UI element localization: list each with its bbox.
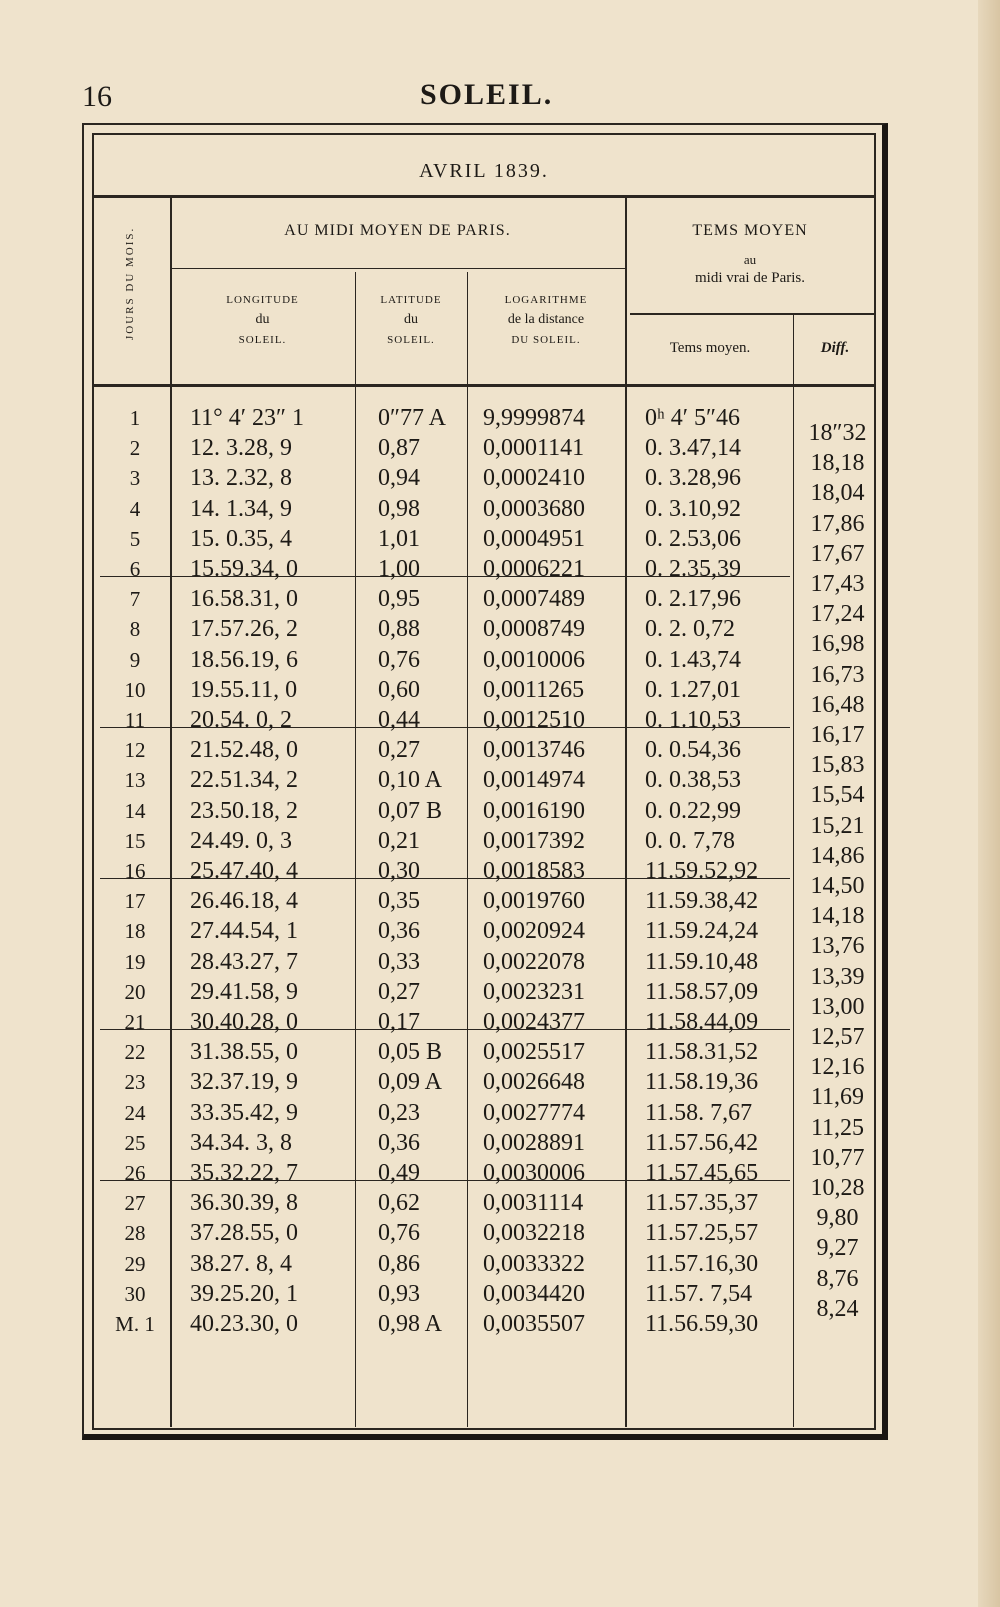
cell-tm: 11.57.35,37	[645, 1190, 759, 1217]
table-row	[100, 524, 800, 554]
cell-log: 0,0032218	[483, 1220, 585, 1247]
cell-day: 11	[124, 708, 146, 732]
cell-lon: 39.25.20, 1	[190, 1280, 298, 1307]
cell-lon: 15.59.34, 0	[190, 556, 298, 582]
cell-tm: 0. 1.43,74	[645, 646, 741, 673]
cell-tm: 0. 2.35,39	[645, 556, 741, 582]
diff-value: 18,18	[810, 450, 865, 477]
diff-value: 16,17	[810, 722, 865, 748]
cell-lon: 36.30.39, 8	[190, 1190, 298, 1217]
cell-log: 0,0016190	[483, 797, 585, 824]
table-row	[100, 403, 800, 433]
diff-value: 15,21	[810, 812, 865, 839]
cell-tm: 11.58.57,09	[645, 978, 759, 1005]
cell-lon: 27.44.54, 1	[190, 918, 298, 945]
cell-lat: 0,86	[378, 1250, 420, 1277]
cell-tm: 11.58.31,52	[645, 1039, 759, 1066]
midi-sub-rule	[170, 268, 625, 269]
cell-tm: 0. 2. 0,72	[645, 616, 735, 643]
cell-lon: 14. 1.34, 9	[190, 495, 292, 522]
cell-log: 0,0033322	[483, 1250, 585, 1277]
cell-day: 14	[124, 798, 146, 823]
cell-log: 9,9999874	[483, 405, 585, 431]
cell-day: 3	[129, 466, 141, 491]
cell-lat: 0,88	[378, 616, 420, 643]
cell-lon: 30.40.28, 0	[190, 1009, 298, 1035]
diff-value: 13,76	[810, 933, 865, 960]
cell-lon: 35.32.22, 7	[190, 1160, 298, 1186]
cell-day: 7	[129, 587, 141, 612]
cell-day: 24	[124, 1100, 146, 1125]
cell-lon: 22.51.34, 2	[190, 767, 298, 794]
diff-value: 13,00	[810, 993, 865, 1020]
cell-lon: 32.37.19, 9	[190, 1069, 298, 1096]
diff-value: 11,69	[810, 1084, 865, 1111]
diff-value: 14,18	[810, 903, 865, 930]
diff-value: 11,25	[810, 1114, 865, 1141]
cell-log: 0,0022078	[483, 948, 585, 975]
diff-value: 17,67	[810, 540, 865, 567]
cell-lon: 24.49. 0, 3	[190, 827, 292, 854]
diff-value: 10,28	[810, 1175, 865, 1201]
cell-lat: 0,30	[378, 858, 420, 884]
table-row	[100, 645, 800, 675]
cell-log: 0,0008749	[483, 616, 585, 643]
cell-day: 21	[124, 1010, 146, 1034]
diff-value: 16,73	[810, 661, 865, 688]
diff-value: 15,83	[810, 752, 865, 779]
table-row	[100, 886, 800, 916]
header-jours: JOURS DU MOIS.	[124, 226, 136, 340]
cell-lon: 15. 0.35, 4	[190, 525, 292, 552]
cell-lon: 31.38.55, 0	[190, 1039, 298, 1066]
cell-log: 0,0014974	[483, 767, 585, 794]
cell-lat: 0,60	[378, 676, 420, 703]
table-row	[100, 1309, 800, 1339]
cell-tm: 0ʰ 4′ 5″46	[645, 405, 740, 431]
header-diff: Diff.	[820, 340, 850, 356]
cell-tm: 0. 1.27,01	[645, 676, 741, 703]
cell-tm: 0. 0.54,36	[645, 737, 741, 764]
cell-tm: 11.58.19,36	[645, 1069, 759, 1096]
cell-tm: 0. 0.22,99	[645, 797, 741, 824]
table-row	[100, 765, 800, 795]
table-row	[100, 977, 800, 1007]
cell-log: 0,0020924	[483, 918, 585, 945]
cell-lat: 0,93	[378, 1280, 420, 1307]
cell-lon: 33.35.42, 9	[190, 1099, 298, 1126]
cell-day: 1	[129, 406, 141, 430]
cell-tm: 11.57.25,57	[645, 1220, 759, 1247]
cell-lon: 16.58.31, 0	[190, 586, 298, 613]
cell-tm: 11.59.52,92	[645, 858, 759, 884]
cell-log: 0,0018583	[483, 858, 585, 884]
diff-value: 9,27	[816, 1235, 859, 1262]
table-title: AVRIL 1839.	[419, 160, 549, 182]
cell-lat: 1,01	[378, 525, 420, 552]
cell-tm: 0. 3.28,96	[645, 465, 741, 492]
cell-tm: 0. 0. 7,78	[645, 827, 735, 854]
table-row	[100, 856, 800, 886]
cell-lon: 26.46.18, 4	[190, 888, 298, 915]
cell-tm: 11.56.59,30	[645, 1311, 759, 1337]
cell-log: 0,0001141	[483, 435, 585, 462]
cell-log: 0,0012510	[483, 707, 585, 733]
table-row	[100, 494, 800, 524]
diff-value: 12,16	[810, 1054, 865, 1081]
header-latitude: LATITUDE du SOLEIL.	[380, 294, 442, 346]
cell-lon: 38.27. 8, 4	[190, 1250, 292, 1277]
table-row	[100, 675, 800, 705]
cell-lon: 17.57.26, 2	[190, 616, 298, 643]
cell-lat: 0,07 B	[378, 797, 443, 824]
cell-log: 0,0013746	[483, 737, 585, 764]
diff-value: 17,24	[810, 601, 865, 628]
diff-value: 17,43	[810, 571, 865, 597]
cell-lat: 0,05 B	[378, 1039, 443, 1066]
diff-value: 13,39	[810, 963, 865, 990]
cell-log: 0,0035507	[483, 1311, 585, 1337]
table-row	[100, 1007, 800, 1037]
cell-lat: 0,36	[378, 918, 420, 945]
cell-tm: 11.59.38,42	[645, 888, 759, 915]
cell-lon: 37.28.55, 0	[190, 1220, 298, 1247]
cell-day: 29	[124, 1251, 146, 1276]
cell-day: 12	[124, 738, 146, 763]
cell-tm: 11.58. 7,67	[645, 1099, 753, 1126]
diff-value: 9,80	[816, 1205, 859, 1232]
cell-log: 0,0034420	[483, 1280, 585, 1307]
table-row	[100, 826, 800, 856]
table-row	[100, 584, 800, 614]
cell-lon: 19.55.11, 0	[190, 676, 298, 703]
cell-lat: 0,94	[378, 465, 420, 492]
cell-lon: 18.56.19, 6	[190, 646, 298, 673]
cell-lat: 0,36	[378, 1129, 420, 1156]
cell-day: 27	[124, 1191, 146, 1216]
cell-log: 0,0027774	[483, 1099, 585, 1126]
cell-tm: 0. 0.38,53	[645, 767, 741, 794]
table-row	[100, 735, 800, 765]
cell-lat: 0,98 A	[378, 1311, 443, 1337]
cell-log: 0,0017392	[483, 827, 585, 854]
cell-day: 9	[129, 647, 141, 672]
cell-lon: 40.23.30, 0	[190, 1311, 298, 1337]
cell-lat: 0,27	[378, 737, 420, 764]
title-rule	[92, 195, 876, 198]
cell-log: 0,0010006	[483, 646, 585, 673]
table-row	[100, 1158, 800, 1188]
cell-lat: 0,09 A	[378, 1069, 443, 1096]
cell-lat: 0,95	[378, 586, 420, 613]
cell-tm: 0. 2.53,06	[645, 525, 741, 552]
diff-value: 17,86	[810, 510, 865, 537]
header-midi-vrai: midi vrai de Paris.	[695, 270, 805, 286]
diff-value: 16,98	[810, 631, 865, 658]
cell-lon: 12. 3.28, 9	[190, 435, 292, 462]
cell-lat: 0,10 A	[378, 767, 443, 794]
cell-lat: 0,23	[378, 1099, 420, 1126]
header-tems-moyen: TEMS MOYEN	[692, 222, 808, 239]
running-head: SOLEIL.	[420, 78, 554, 111]
cell-day: 13	[124, 768, 146, 793]
cell-day: 18	[124, 919, 146, 944]
cell-tm: 11.57.16,30	[645, 1250, 759, 1277]
cell-tm: 0. 3.47,14	[645, 435, 741, 462]
cell-day: 25	[124, 1130, 146, 1155]
cell-tm: 11.59.10,48	[645, 948, 759, 975]
cell-log: 0,0011265	[483, 676, 585, 703]
cell-day: 15	[124, 828, 146, 853]
cell-tm: 11.59.24,24	[645, 918, 759, 945]
cell-day: 19	[124, 949, 146, 974]
header-rule	[92, 384, 876, 387]
cell-log: 0,0025517	[483, 1039, 585, 1066]
cell-log: 0,0031114	[483, 1190, 584, 1217]
cell-lat: 1,00	[378, 556, 420, 582]
cell-tm: 0. 3.10,92	[645, 495, 741, 522]
cell-tm: 0. 1.10,53	[645, 707, 741, 733]
cell-log: 0,0004951	[483, 525, 585, 552]
cell-day: 10	[124, 677, 146, 702]
cell-day: 30	[124, 1281, 146, 1306]
cell-lat: 0,44	[378, 707, 420, 733]
cell-lat: 0,27	[378, 978, 420, 1005]
cell-lon: 13. 2.32, 8	[190, 465, 292, 492]
cell-log: 0,0030006	[483, 1160, 585, 1186]
cell-lat: 0,17	[378, 1009, 420, 1035]
cell-lat: 0,76	[378, 1220, 420, 1247]
cell-tm: 11.57.56,42	[645, 1129, 759, 1156]
diff-value: 15,54	[810, 782, 865, 809]
page-number: 16	[82, 80, 112, 113]
cell-lon: 29.41.58, 9	[190, 978, 298, 1005]
table-row	[100, 554, 800, 584]
cell-log: 0,0003680	[483, 495, 585, 522]
tems-sub-rule	[630, 313, 876, 315]
cell-tm: 0. 2.17,96	[645, 586, 741, 613]
cell-lon: 21.52.48, 0	[190, 737, 298, 764]
cell-lat: 0,87	[378, 435, 420, 462]
diff-value: 10,77	[810, 1144, 865, 1171]
cell-log: 0,0019760	[483, 888, 585, 915]
cell-tm: 11.57. 7,54	[645, 1280, 753, 1307]
cell-log: 0,0024377	[483, 1009, 585, 1035]
diff-value: 18″32	[808, 420, 867, 446]
cell-lat: 0,98	[378, 495, 420, 522]
diff-value: 18,04	[810, 480, 865, 507]
cell-lon: 11° 4′ 23″ 1	[190, 405, 304, 431]
cell-log: 0,0026648	[483, 1069, 585, 1096]
cell-day: 22	[124, 1040, 146, 1065]
cell-lat: 0,49	[378, 1160, 420, 1186]
table-row	[100, 796, 800, 826]
cell-day: 23	[124, 1070, 146, 1095]
table-row	[100, 1037, 800, 1067]
cell-day: 20	[124, 979, 146, 1004]
header-au: au	[743, 252, 757, 267]
diff-value: 14,86	[810, 842, 865, 869]
page-edge	[978, 0, 1000, 1607]
cell-lon: 28.43.27, 7	[190, 948, 298, 975]
cell-lat: 0,76	[378, 646, 420, 673]
diff-value: 16,48	[810, 691, 865, 718]
cell-log: 0,0023231	[483, 978, 585, 1005]
cell-tm: 11.57.45,65	[645, 1160, 759, 1186]
cell-log: 0,0002410	[483, 465, 585, 492]
cell-log: 0,0007489	[483, 586, 585, 613]
cell-lat: 0,21	[378, 827, 420, 854]
table-row	[100, 916, 800, 946]
cell-day: 28	[124, 1221, 146, 1246]
cell-lon: 20.54. 0, 2	[190, 707, 292, 733]
cell-day: 4	[129, 496, 141, 521]
cell-lon: 34.34. 3, 8	[190, 1129, 292, 1156]
table-row	[100, 1188, 800, 1218]
table-row	[100, 433, 800, 463]
cell-lon: 25.47.40, 4	[190, 858, 298, 884]
cell-day: 2	[129, 436, 141, 461]
cell-lon: 23.50.18, 2	[190, 797, 298, 824]
header-tems-moyen-col: Tems moyen.	[669, 340, 751, 356]
cell-day: 16	[124, 859, 146, 883]
diff-value: 8,76	[816, 1265, 859, 1292]
table-row	[100, 614, 800, 644]
header-logarithme: LOGARITHME de la distance DU SOLEIL.	[504, 294, 588, 346]
table-row	[100, 1098, 800, 1128]
table-row	[100, 1128, 800, 1158]
table-row	[100, 947, 800, 977]
header-longitude: LONGITUDE du SOLEIL.	[226, 294, 299, 346]
table-row	[100, 1249, 800, 1279]
diff-value: 12,57	[810, 1024, 865, 1050]
cell-lat: 0,62	[378, 1190, 420, 1217]
cell-day: 5	[129, 526, 141, 551]
diff-value: 14,50	[810, 873, 865, 899]
cell-log: 0,0006221	[483, 556, 585, 582]
table-row	[100, 1067, 800, 1097]
cell-day: 26	[124, 1161, 146, 1185]
table-row	[100, 705, 800, 735]
cell-tm: 11.58.44,09	[645, 1009, 759, 1035]
cell-lat: 0,35	[378, 888, 420, 915]
cell-lat: 0″77 A	[378, 405, 447, 431]
cell-day: 17	[124, 889, 146, 914]
table-row	[100, 1218, 800, 1248]
table-row	[100, 1279, 800, 1309]
table-row	[100, 463, 800, 493]
cell-log: 0,0028891	[483, 1129, 585, 1156]
cell-day: M. 1	[115, 1312, 155, 1336]
diff-value: 8,24	[816, 1295, 859, 1322]
cell-lat: 0,33	[378, 948, 420, 975]
cell-day: 8	[129, 617, 141, 642]
cell-day: 6	[129, 557, 141, 581]
header-midi-moyen: AU MIDI MOYEN DE PARIS.	[284, 222, 511, 239]
